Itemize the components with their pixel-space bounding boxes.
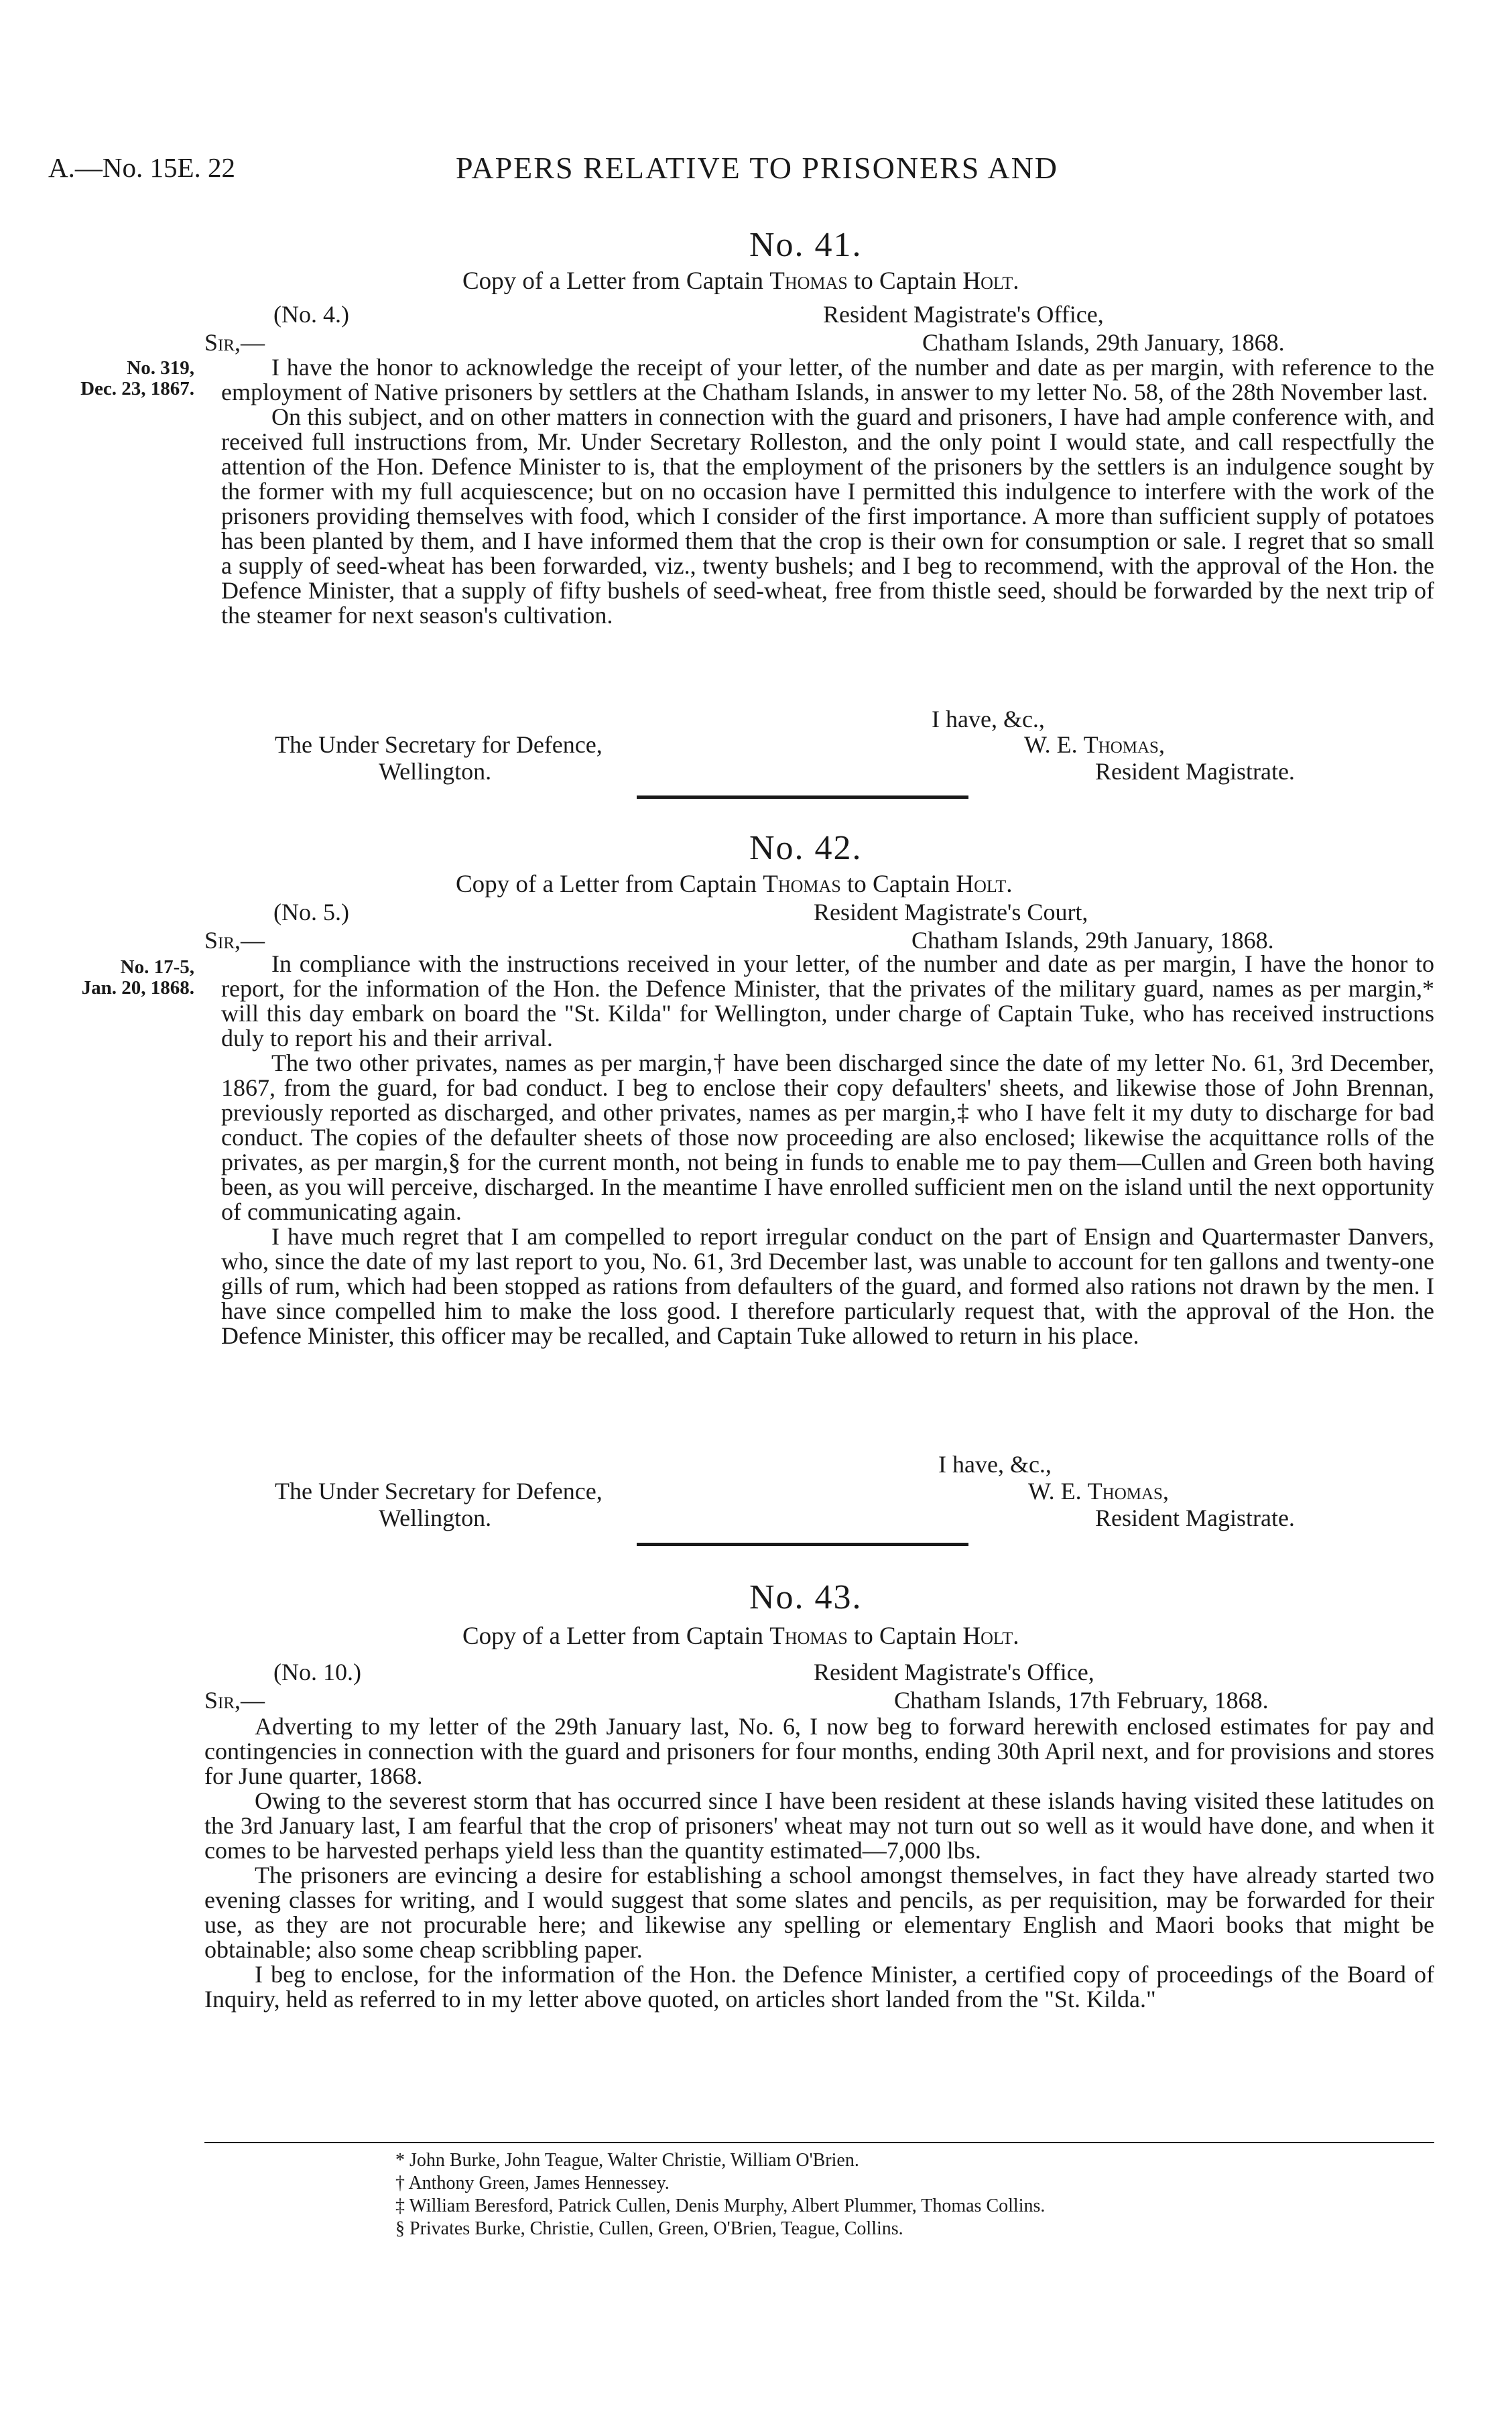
letter-41-addressee: The Under Secretary for Defence, [275, 731, 603, 758]
letter-42-number: No. 42. [749, 829, 863, 867]
letter-42-addressee: The Under Secretary for Defence, [275, 1478, 603, 1505]
letter-42-salutation: Sir,— [204, 927, 265, 954]
letter-41-office: Resident Magistrate's Office, [823, 301, 1104, 328]
letter-42-closing: I have, &c., [938, 1451, 1052, 1478]
letter-42-para-2: The two other privates, names as per margin,† have been discharged since the date of my letter No. 61, 3rd December, 1867, from the guard, for bad conduct. I beg to enclose their copy defaulters' sheets, and likewise those of John Brennan, previously reported as discharged, and other privates, names as per margin,‡ who I have felt it my duty to discharge for bad conduct. The copies of the defaulter sheets of those now proceeding are also enclosed; likewise the acquittance rolls of the privates, as per margin,§ for the current month, not being in funds to enable me to pay them—Cullen and Green both having been, as you will perceive, discharged. In the meantime I have enrolled sufficient men on the island until the next opportunity of communicating again. [221, 1049, 1434, 1225]
letter-42-office: Resident Magistrate's Court, [814, 899, 1088, 926]
letter-43-para-4: I beg to enclose, for the information of the Hon. the Defence Minister, a certified copy of proceedings of the Board of Inquiry, held as referred to in my letter above quoted, on articles short landed from the "St. Kilda." [204, 1961, 1434, 2013]
letter-42-margin-note: No. 17-5, Jan. 20, 1868. [81, 956, 194, 999]
footnote-2: † Anthony Green, James Hennessey. [395, 2173, 670, 2193]
page-reference: A.—No. 15E. 22 [48, 152, 236, 183]
letter-41-margin-note: No. 319, Dec. 23, 1867. [80, 357, 194, 399]
letter-42-signer: W. E. Thomas, [1028, 1478, 1169, 1505]
section-divider [637, 795, 968, 799]
letter-41-body [221, 355, 1434, 628]
footnote-4: § Privates Burke, Christie, Cullen, Green, O'Brien, Teague, Collins. [395, 2218, 903, 2239]
letter-41-signer-title: Resident Magistrate. [1095, 758, 1295, 785]
letter-42-para-1: In compliance with the instructions received in your letter, of the number and date as per margin, I have the honor to report, for the information of the Hon. the Defence Minister, that the privates of the military guard, names as per margin,* will this day embark on board the "St. Kilda" for Wellington, under charge of Captain Tuke, who has received instructions duly to report his and their arrival. [221, 950, 1434, 1051]
letter-41-signer: W. E. Thomas, [1024, 731, 1165, 758]
letter-43-body [204, 1714, 1434, 2012]
letter-41-salutation: Sir,— [204, 329, 265, 356]
footnote-1: * John Burke, John Teague, Walter Christie, William O'Brien. [395, 2150, 859, 2171]
letter-42-copy-line: Copy of a Letter from Captain Thomas to Captain Holt. [456, 871, 1013, 898]
letter-42-signer-title: Resident Magistrate. [1095, 1505, 1295, 1531]
letter-41-para-2: On this subject, and on other matters in connection with the guard and prisoners, I have had ample conference with, and received full instructions from, Mr. Under Secretary Rolleston, and the only point I would state, and call respectfully the attention of the Hon. Defence Minister to is, that the employment of the prisoners by the settlers is an indulgence sought by the former with my full acquiescence; but on no occasion have I permitted this indulgence to interfere with the work of the prisoners providing themselves with food, which I consider of the first importance. A more than sufficient supply of potatoes has been planted by them, and I have informed them that the crop is their own for consumption or sale. I regret that so small a supply of seed-wheat has been forwarded, viz., twenty bushels; and I beg to recommend, with the approval of the Hon. the Defence Minister, that a supply of fifty bushels of seed-wheat, free from thistle seed, should be forwarded by the next trip of the steamer for next season's cultivation. [221, 403, 1434, 629]
letter-41-ref: (No. 4.) [273, 301, 349, 328]
letter-41-copy-line: Copy of a Letter from Captain Thomas to Captain Holt. [462, 267, 1019, 295]
letter-41-para-1: I have the honor to acknowledge the receipt of your letter, of the number and date as per margin, with reference to the employment of Native prisoners by settlers at the Chatham Islands, in answer to my letter No. 58, of the 28th November last. [221, 354, 1434, 405]
footnote-3: ‡ William Beresford, Patrick Cullen, Denis Murphy, Albert Plummer, Thomas Collins. [395, 2195, 1046, 2216]
letter-41-addressee-place: Wellington. [379, 758, 492, 785]
letter-42-addressee-place: Wellington. [379, 1505, 492, 1531]
letter-43-number: No. 43. [749, 1578, 863, 1616]
section-divider [637, 1543, 968, 1546]
letter-42-place-date: Chatham Islands, 29th January, 1868. [911, 927, 1274, 954]
letter-42-body [221, 952, 1434, 1348]
letter-43-para-2: Owing to the severest storm that has occurred since I have been resident at these islands having visited these latitudes on the 3rd January last, I am fearful that the crop of prisoners' wheat may not turn out so well as it would have done, and when it comes to be harvested perhaps yield less than the quantity estimated—7,000 lbs. [204, 1787, 1434, 1864]
letter-41-place-date: Chatham Islands, 29th January, 1868. [922, 329, 1285, 356]
letter-43-salutation: Sir,— [204, 1687, 265, 1714]
letter-43-office: Resident Magistrate's Office, [814, 1659, 1094, 1685]
letter-42-para-3: I have much regret that I am compelled to report irregular conduct on the part of Ensign and Quartermaster Danvers, who, since the date of my last report to you, No. 61, 3rd December last, was unable to account for ten gallons and twenty-one gills of rum, which had been stopped as rations from defaulters of the guard, and formed also rations not drawn by the men. I have since compelled him to make the loss good. I therefore particularly request that, with the approval of the Hon. the Defence Minister, this officer may be recalled, and Captain Tuke allowed to return in his place. [221, 1223, 1434, 1349]
letter-41-closing: I have, &c., [932, 706, 1045, 732]
letter-42-ref: (No. 5.) [273, 899, 349, 926]
footnote-rule [204, 2142, 1434, 2143]
letter-43-para-1: Adverting to my letter of the 29th January last, No. 6, I now beg to forward herewith enclosed estimates for pay and contingencies in connection with the guard and prisoners for four months, ending 30th April next, and for provisions and stores for June quarter, 1868. [204, 1713, 1434, 1789]
letter-43-para-3: The prisoners are evincing a desire for establishing a school amongst themselves, in fact they have already started two evening classes for writing, and I would suggest that some slates and pencils, as per requisition, may be forwarded for their use, as they are not procurable here; and likewise any spelling or elementary English and Maori books that might be obtainable; also some cheap scribbling paper. [204, 1862, 1434, 1963]
letter-43-place-date: Chatham Islands, 17th February, 1868. [894, 1687, 1269, 1714]
letter-43-copy-line: Copy of a Letter from Captain Thomas to Captain Holt. [462, 1622, 1019, 1650]
letter-43-ref: (No. 10.) [273, 1659, 361, 1685]
letter-41-number: No. 41. [749, 226, 863, 264]
page-title: PAPERS RELATIVE TO PRISONERS AND [456, 151, 1059, 185]
